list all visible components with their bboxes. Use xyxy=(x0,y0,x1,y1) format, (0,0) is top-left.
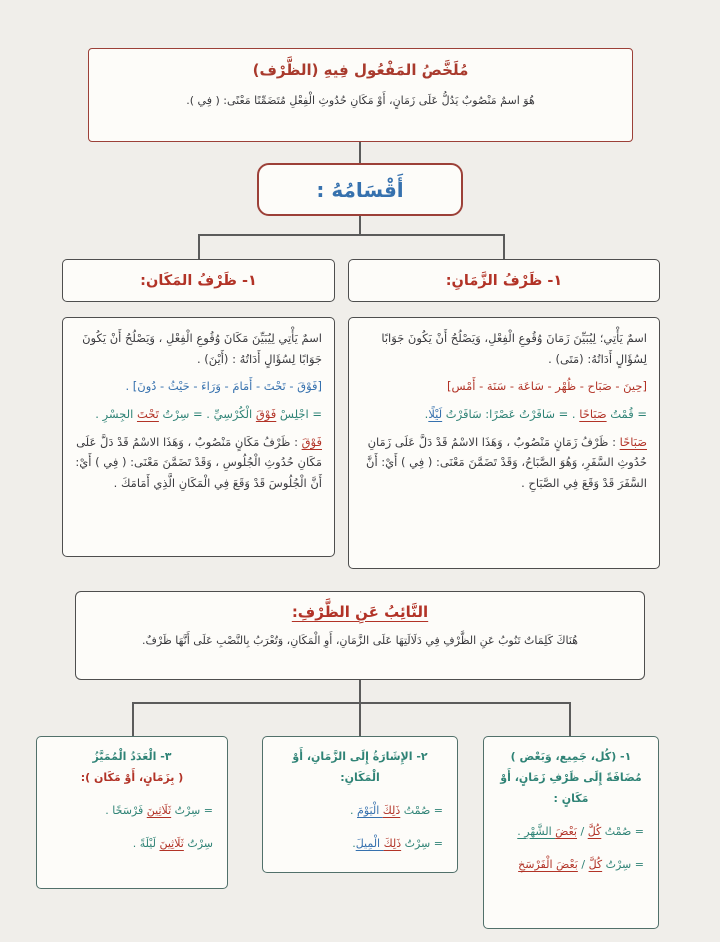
ishara-example-2 xyxy=(271,834,449,855)
text-run: . xyxy=(350,803,358,817)
highlight-word: ذَلِكَ xyxy=(382,803,401,817)
place-examples xyxy=(75,404,322,425)
text-run: = صُمْتُ xyxy=(400,803,443,817)
highlight-word: تَحْتَ xyxy=(136,407,159,422)
connector-line xyxy=(359,142,361,163)
highlight-word: كُلَّ xyxy=(587,824,602,838)
time-definition: اسمٌ يَأْتِي؛ لِيُبَيِّنَ زَمَانَ وُقُوعِ الْفِعْلِ، وَيَصْلُحُ أَنْ يَكُونَ جَوَابًا لِسُؤَالٍ أَدَاتُهُ: (مَتَى) . xyxy=(381,331,647,366)
place-section-body xyxy=(62,317,335,557)
connector-line xyxy=(569,702,571,736)
adad-example-2 xyxy=(45,834,219,855)
highlight-word: الْمِيلَ xyxy=(355,836,384,850)
highlight-word: ذَلِكَ xyxy=(383,836,402,850)
page-title: مُلَخَّصُ المَفْعُول فِيهِ (الظَّرْف) xyxy=(252,61,469,79)
highlight-word: صَبَاحًا xyxy=(579,407,607,422)
text-run: / xyxy=(577,857,589,871)
highlight-word: الشَّهْرِ . xyxy=(517,824,556,838)
text-run: = صُمْتُ xyxy=(601,824,644,838)
connector-line xyxy=(198,234,504,236)
place-note xyxy=(75,432,322,494)
highlight-word: لَيْلًا xyxy=(428,407,443,422)
adad-box xyxy=(36,736,228,889)
text-run: الجِسْرِ . xyxy=(95,407,137,422)
adad-header-1: ٣- الْعَدَدُ الْمُمَيَّزُ xyxy=(92,750,172,763)
time-section-body xyxy=(348,317,660,569)
connector-line xyxy=(132,702,570,704)
place-section-title: ١- ظَرْفُ المَكَان: xyxy=(140,272,257,289)
text-run: = سِرْتُ xyxy=(401,836,443,850)
highlight-word: ثَلَاثِينَ xyxy=(159,836,184,850)
connector-line xyxy=(198,234,200,259)
highlight-word: فَوْقَ xyxy=(255,407,277,422)
naib-title: النَّائِبُ عَنِ الظَّرْفِ: xyxy=(291,603,429,621)
text-run: . xyxy=(424,407,429,422)
kull-box xyxy=(483,736,659,929)
text-run: فَرْسَخًا . xyxy=(105,803,147,817)
sections-label-box xyxy=(257,163,463,216)
connector-line xyxy=(503,234,505,259)
text-run: سِرْتُ xyxy=(183,836,213,850)
highlight-word: كُلَّ xyxy=(588,857,603,871)
place-definition: اسمٌ يَأْتِي لِيُبَيِّنَ مَكَانَ وُقُوعِ الْفِعْلِ ، وَيَصْلُحُ أَنْ يَكُونَ جَوَابًا لِسُؤَالٍ أَدَاتُهُ : (أَيْنَ) . xyxy=(82,331,322,366)
ishara-example-1 xyxy=(271,801,449,822)
adad-header-2: ( بِزَمَانٍ، أَوْ مَكَان ): xyxy=(80,770,184,784)
ishara-box xyxy=(262,736,458,873)
naib-text: هُنَاكَ كَلِمَاتٌ تَنُوبُ عَنِ الظَّرْفِ فِي دَلَالَتِهَا عَلَى الزَّمَانِ، أَوِ الْمَكَانِ، وَتُعْرَبُ بِالنَّصْبِ عَلَى أَنَّهَا ظَرْفٌ. xyxy=(142,634,578,647)
text-run: = اجْلِسْ xyxy=(276,407,322,422)
time-section-title: ١- ظَرْفُ الزَّمَانِ: xyxy=(445,272,563,289)
highlight-word: ثَلَاثِينَ xyxy=(146,803,172,817)
text-run: = قُمْتُ xyxy=(606,407,647,422)
text-run: / xyxy=(577,824,588,838)
kull-example-2 xyxy=(492,855,650,876)
time-note xyxy=(361,432,647,494)
time-section-header xyxy=(348,259,660,302)
adad-example-1 xyxy=(45,801,219,822)
sections-label: أَقْسَامُهُ : xyxy=(316,177,404,202)
text-run: = سِرْتُ xyxy=(171,803,213,817)
summary-header-box xyxy=(88,48,633,142)
text-run: . = سَافَرْتُ عَصْرًا: سَافَرْتُ xyxy=(442,407,580,422)
naib-section-box xyxy=(75,591,645,680)
highlight-word: بَعْضَ xyxy=(555,824,577,838)
text-run: = سِرْتُ xyxy=(602,857,644,871)
kull-header: ١- (كُل، جَمِيع، وَبَعْض ) مُضَافَةً إِلَى ظَرْفِ زَمَانٍ، أَوْ مَكَانٍ : xyxy=(500,750,642,805)
time-words-list: [حِينَ - صَبَاح - ظُهْر - سَاعَة - سَنَة - أَمْس] xyxy=(446,379,647,394)
main-definition: هُوَ اسمٌ مَنْصُوبٌ يَدُلُّ عَلَى زَمَانٍ، أَوْ مَكَانِ حُدُوثِ الْفِعْلِ مُتَضَمِّنًا مَعْنًى: ( فِي ). xyxy=(186,94,535,107)
kull-example-1 xyxy=(492,822,650,843)
text-run: : ظَرْفُ مَكَانٍ مَنْصُوبٌ ، وَهَذَا الاسْمُ قَدْ دَلَّ عَلَى مَكَانِ حُدُوثِ الْجُلُوسِ ، وَقَدْ تَضَمَّنَ مَعْنَى: ( فِي ) أَيْ: أَنَّ الْجُلُوسَ قَدْ وَقَعَ فِي الْمَكَانِ الَّذِي أَمَامَكَ . xyxy=(75,434,322,491)
highlight-word: الْفَرْسَخِ xyxy=(518,857,556,871)
time-examples xyxy=(361,404,647,425)
connector-line xyxy=(132,702,134,736)
connector-line xyxy=(359,702,361,736)
text-run: : ظَرْفُ زَمَانٍ مَنْصُوبٌ ، وَهَذَا الاسْمُ قَدْ دَلَّ عَلَى زَمَانِ حُدُوثِ السَّفَرِ، وَهُوَ الصَّبَاحُ، وَقَدْ تَضَمَّنَ مَعْنَى: ( فِي ) أَيْ: أَنَّ السَّفَرَ قَدْ وَقَعَ فِي الصَّبَاحِ . xyxy=(366,434,647,491)
highlight-word: بَعْضَ xyxy=(556,857,578,871)
highlight-word: صَبَاحًا xyxy=(619,434,647,449)
place-section-header xyxy=(62,259,335,302)
connector-line xyxy=(359,216,361,234)
highlight-word: فَوْقَ xyxy=(301,434,322,449)
place-words-list: [فَوْقَ - تَحْتَ - أَمَامَ - وَرَاءَ - حَيْثُ - دُونَ] . xyxy=(125,379,322,394)
ishara-header: ٢- الإِشَارَةُ إِلَى الزَّمَانِ، أَوْ الْمَكَانِ: xyxy=(292,750,428,784)
text-run: . xyxy=(352,836,356,850)
connector-line xyxy=(359,680,361,702)
text-run: الْكُرْسِيِّ . = سِرْتُ xyxy=(158,407,256,422)
text-run: لَيْلَةً . xyxy=(132,836,160,850)
highlight-word: الْيَوْمَ xyxy=(357,803,383,817)
